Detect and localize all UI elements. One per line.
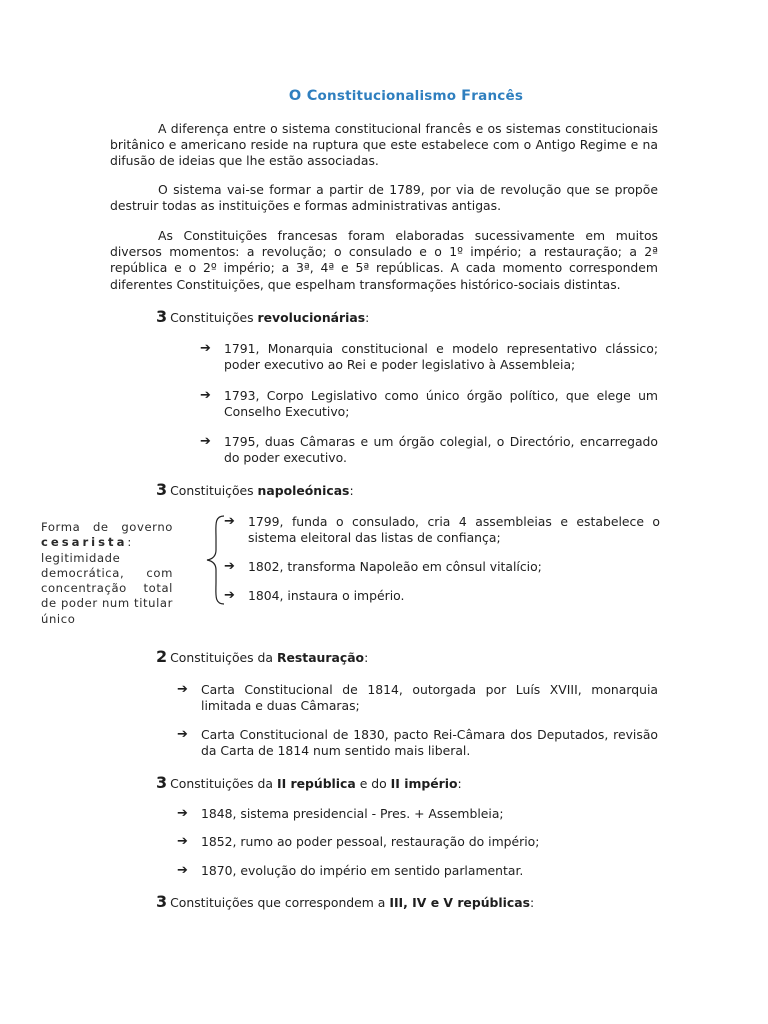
arrow-right-icon: ➔ xyxy=(224,559,235,574)
arrow-right-icon: ➔ xyxy=(224,514,235,529)
list-item: ➔ 1795, duas Câmaras e um órgão colegial, o Directório, encarregado do poder executivo. xyxy=(200,434,658,466)
list-item: ➔ 1870, evolução do império em sentido parlamentar. xyxy=(177,863,524,878)
list-item: ➔ 1848, sistema presidencial - Pres. + Assembleia; xyxy=(177,806,504,821)
arrow-right-icon: ➔ xyxy=(177,834,188,849)
intro-paragraph-3: As Constituições francesas foram elaboradas sucessivamente em muitos diversos momentos: a revolução; o consulado e o 1º império; a restauração; a 2ª república e o 2º império; a 3ª, 4ª e 5ª repúblicas. A cada momento correspondem diferentes Constituições, que espelham transformações histórico-sociais distintas. xyxy=(110,228,658,292)
arrow-right-icon: ➔ xyxy=(177,682,188,697)
arrow-right-icon: ➔ xyxy=(177,863,188,878)
list-item: ➔ Carta Constitucional de 1830, pacto Rei-Câmara dos Deputados, revisão da Carta de 1814 num sentido mais liberal. xyxy=(177,727,658,759)
arrow-right-icon: ➔ xyxy=(177,806,188,821)
section-heading-republicas: 3 Constituições que correspondem a III, IV e V repúblicas: xyxy=(156,892,535,911)
side-note: Forma de governo cesarista: legitimidade democrática, com concentração total de poder num titular único xyxy=(41,520,174,626)
arrow-right-icon: ➔ xyxy=(200,341,211,356)
arrow-right-icon: ➔ xyxy=(177,727,188,742)
arrow-right-icon: ➔ xyxy=(200,434,211,449)
list-item: ➔ 1802, transforma Napoleão em cônsul vitalício; xyxy=(224,559,542,574)
list-item: ➔ Carta Constitucional de 1814, outorgada por Luís XVIII, monarquia limitada e duas Câmaras; xyxy=(177,682,658,714)
arrow-right-icon: ➔ xyxy=(200,388,211,403)
intro-paragraph-2: O sistema vai-se formar a partir de 1789, por via de revolução que se propõe destruir todas as instituições e formas administrativas antigas. xyxy=(110,182,658,214)
arrow-right-icon: ➔ xyxy=(224,588,235,603)
section-heading-restauracao: 2 Constituições da Restauração: xyxy=(156,647,369,666)
list-item: ➔ 1804, instaura o império. xyxy=(224,588,405,603)
list-item: ➔ 1799, funda o consulado, cria 4 assembleias e estabelece o sistema eleitoral das listas de confiança; xyxy=(224,514,660,546)
section-heading-revolucionarias: 3 Constituições revolucionárias: xyxy=(156,307,370,326)
page-title: O Constitucionalismo Francês xyxy=(288,88,524,104)
intro-paragraph-1: A diferença entre o sistema constitucional francês e os sistemas constitucionais britânico e americano reside na ruptura que este estabelece com o Antigo Regime e na difusão de ideias que lhe estão associadas. xyxy=(110,121,658,169)
list-item: ➔ 1793, Corpo Legislativo como único órgão político, que elege um Conselho Executivo; xyxy=(200,388,658,420)
section-heading-napoleonicas: 3 Constituições napoleónicas: xyxy=(156,480,354,499)
section-heading-segunda: 3 Constituições da II república e do II império: xyxy=(156,773,462,792)
list-item: ➔ 1791, Monarquia constitucional e modelo representativo clássico; poder executivo ao Rei e poder legislativo à Assembleia; xyxy=(200,341,658,373)
list-item: ➔ 1852, rumo ao poder pessoal, restauração do império; xyxy=(177,834,540,849)
